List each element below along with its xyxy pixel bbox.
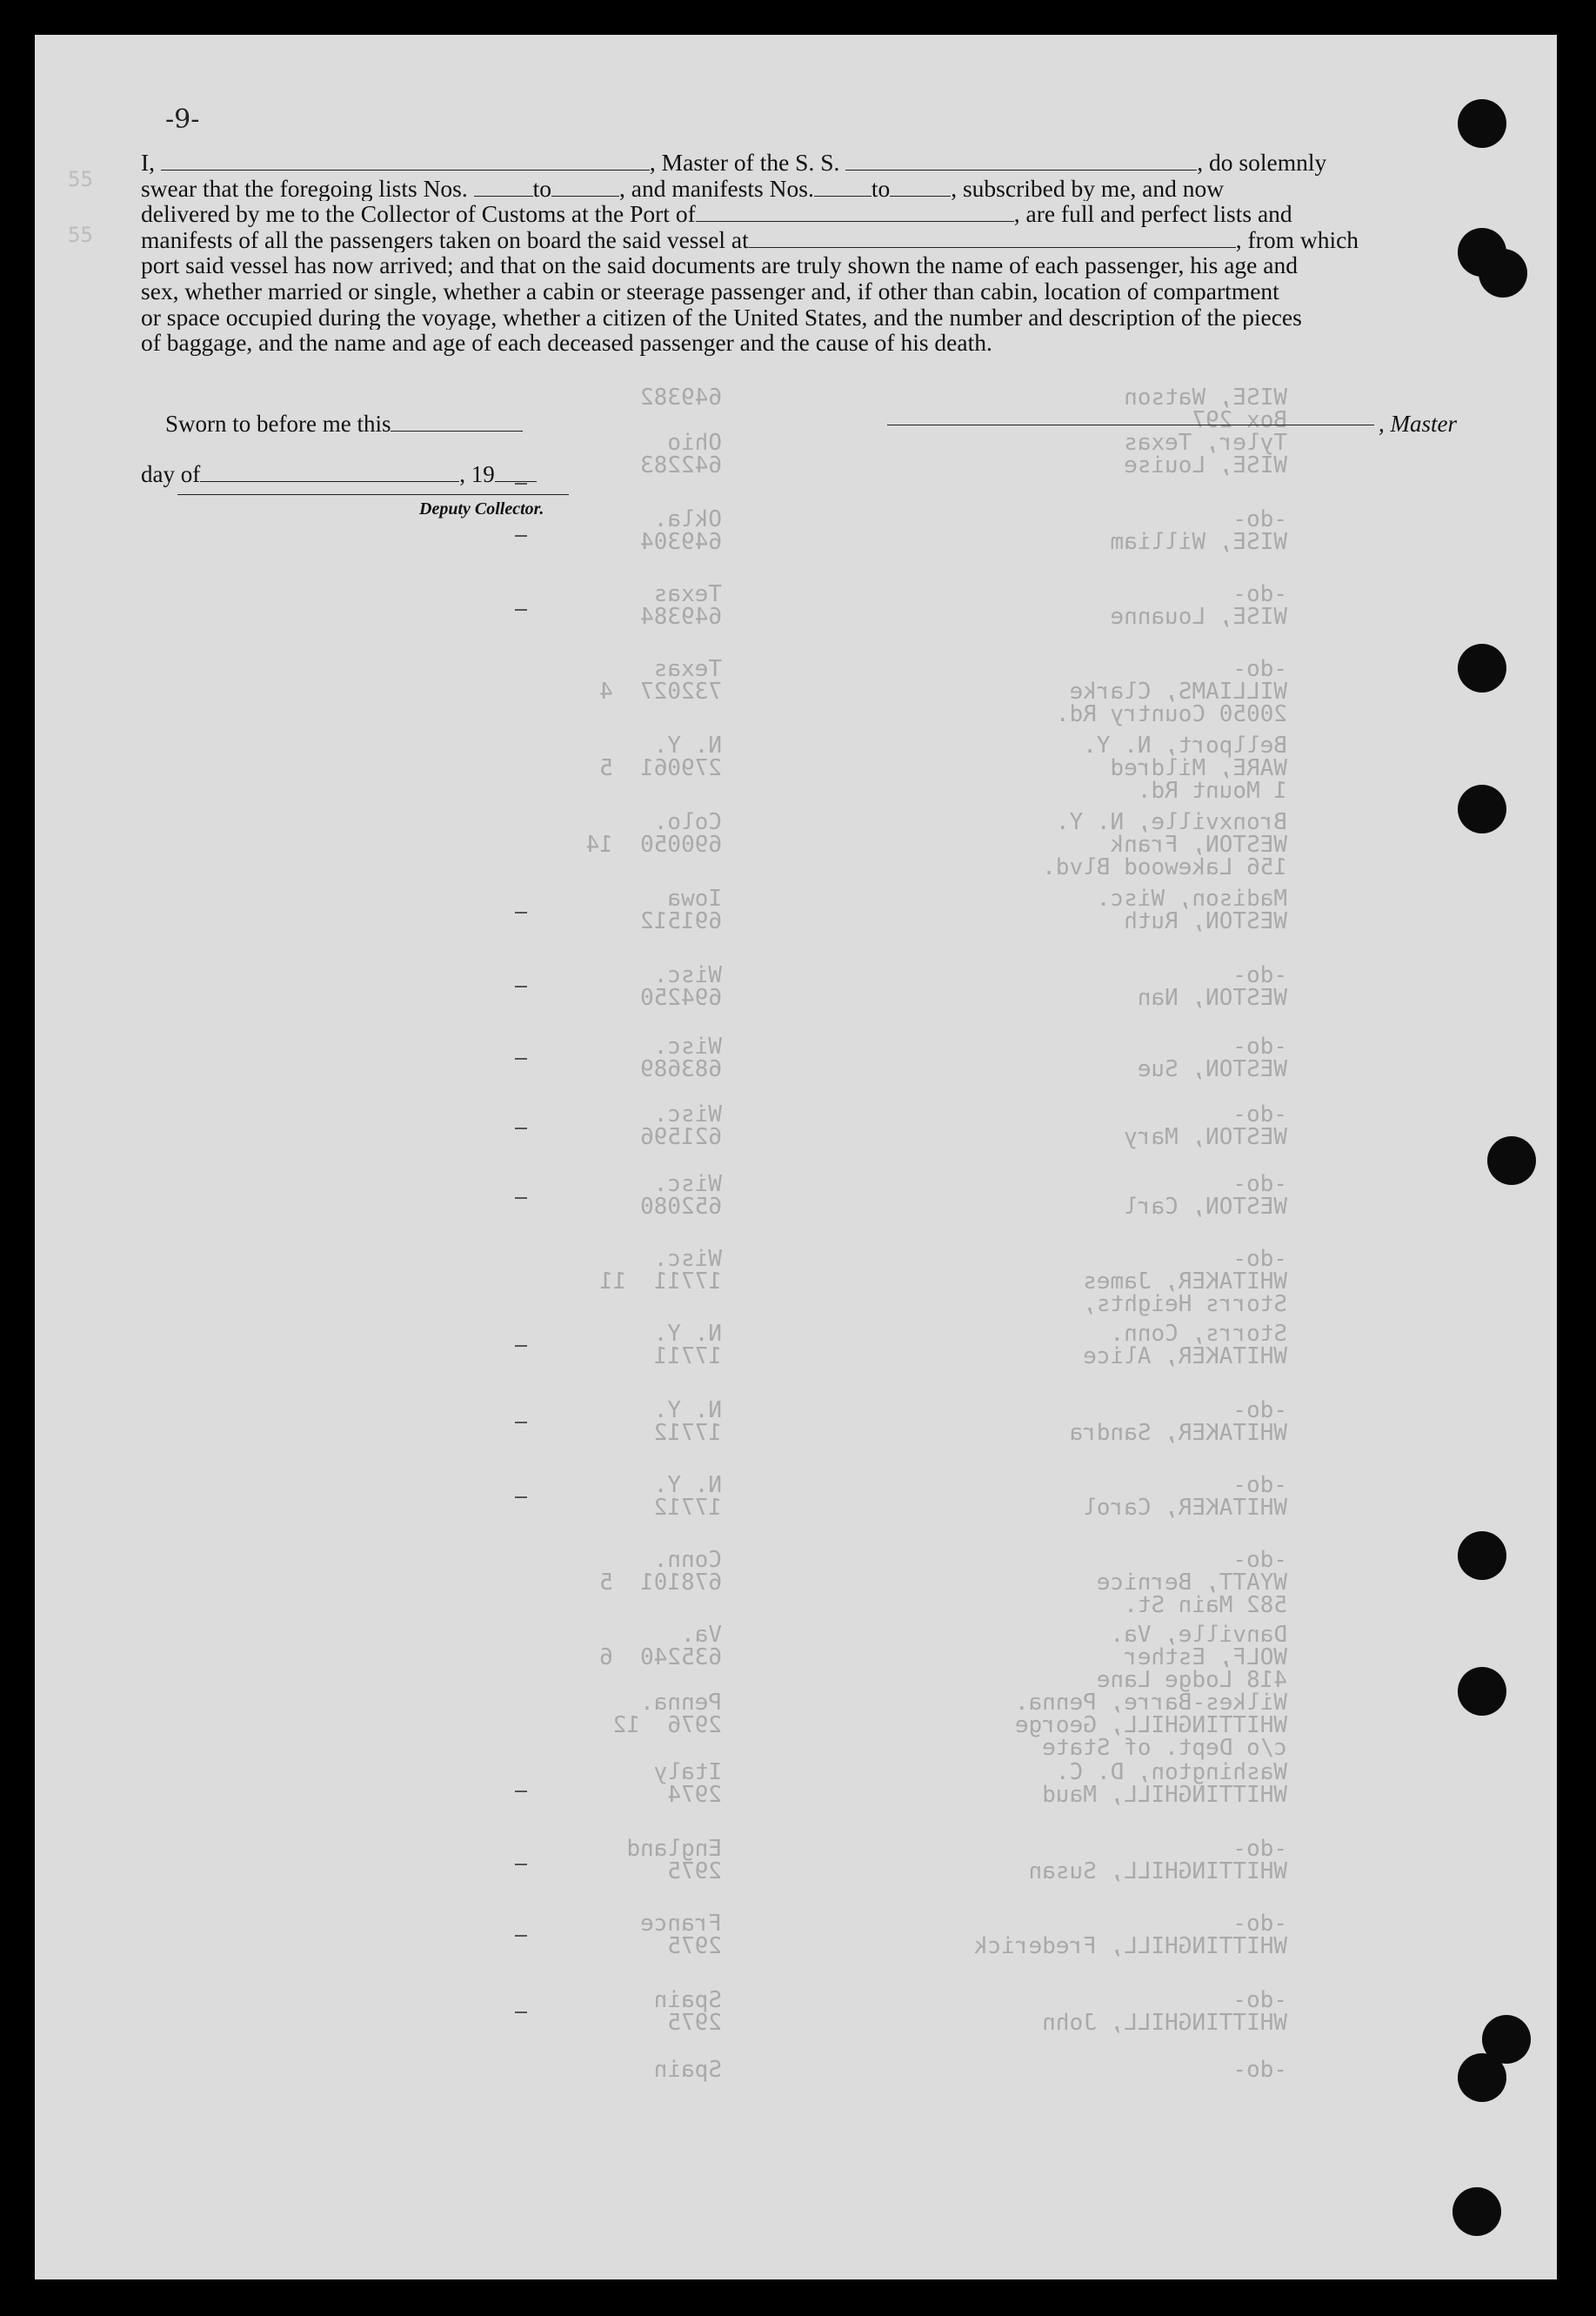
- ghost-code: Spain: [653, 1987, 722, 2013]
- punch-hole: [1452, 2187, 1501, 2236]
- ghost-name: -do-: [1232, 1987, 1287, 2013]
- year-prefix: , 19: [459, 461, 495, 487]
- deputy-signature-line[interactable]: [177, 494, 569, 495]
- ghost-name: Bellport, N. Y.: [1083, 733, 1287, 759]
- oath-line: [141, 227, 1463, 253]
- dash-mark: [515, 912, 527, 914]
- punch-hole: [1458, 2053, 1506, 2102]
- ghost-code: 649304: [640, 529, 722, 555]
- oath-line: [141, 201, 1463, 227]
- oath-text: , and manifests Nos.: [619, 175, 814, 202]
- ghost-name: WHITAKER, Alice: [1083, 1343, 1287, 1369]
- ghost-name: -do-: [1232, 656, 1287, 682]
- ghost-name: -do-: [1232, 1246, 1287, 1272]
- ghost-name: WHITTINGHILL, Susan: [1028, 1858, 1287, 1884]
- ghost-code: Wisc.: [653, 962, 722, 988]
- oath-paragraph: [141, 150, 1463, 356]
- ghost-code: Okla.: [653, 506, 722, 532]
- ghost-name: WHITAKER, Sandra: [1069, 1420, 1287, 1446]
- punch-hole: [1458, 99, 1506, 148]
- departure-port-blank[interactable]: [749, 230, 1236, 248]
- ghost-name: 156 Lakewood Blvd.: [1042, 854, 1287, 880]
- ghost-name: WHITAKER, Carol: [1083, 1495, 1287, 1521]
- ghost-name: WHITAKER, James: [1083, 1268, 1287, 1295]
- ghost-code: 17712: [653, 1495, 722, 1521]
- ghost-name: -do-: [1232, 581, 1287, 607]
- ghost-name: WESTON, Ruth: [1124, 908, 1287, 934]
- ghost-name: Storrs Heights,: [1083, 1291, 1287, 1317]
- ghost-name: -do-: [1232, 1836, 1287, 1862]
- ghost-code: N. Y.: [653, 1472, 722, 1498]
- ghost-name: 1 Mount Rd.: [1137, 778, 1287, 804]
- ghost-name: Danville, Va.: [1110, 1622, 1287, 1648]
- margin-number: 55: [68, 167, 93, 191]
- ghost-code: N. Y.: [653, 1321, 722, 1347]
- manifest-page: [35, 35, 1557, 2279]
- dash-mark: [515, 1864, 527, 1865]
- ghost-name: -do-: [1232, 1472, 1287, 1498]
- ghost-code: 683689: [640, 1056, 722, 1082]
- dash-mark: [515, 986, 527, 987]
- oath-text: manifests of all the passengers taken on board the said vessel at: [141, 226, 749, 253]
- sworn-day-blank[interactable]: [391, 413, 523, 432]
- ghost-name: -do-: [1232, 2057, 1287, 2083]
- sworn-before-label: [165, 411, 523, 438]
- dash-mark: [515, 1345, 527, 1347]
- dash-mark: [515, 1197, 527, 1199]
- ghost-code: 678101 5: [599, 1570, 722, 1596]
- ghost-code: 2975: [667, 2010, 722, 2036]
- ghost-code: 2976 12: [612, 1712, 722, 1738]
- ghost-code: Wisc.: [653, 1246, 722, 1272]
- ghost-code: 17711: [653, 1343, 722, 1369]
- ghost-name: -do-: [1232, 1911, 1287, 1937]
- ghost-code: Italy: [653, 1759, 722, 1785]
- ghost-name: WISE, Watson: [1124, 385, 1287, 411]
- punch-hole: [1458, 785, 1506, 833]
- ghost-code: Penna.: [640, 1690, 722, 1716]
- ghost-code: 690050 14: [585, 832, 722, 858]
- ghost-name: WARE, Mildred: [1110, 755, 1287, 781]
- dash-mark: [515, 1058, 527, 1060]
- dash-mark: [515, 1791, 527, 1792]
- oath-text: swear that the foregoing lists Nos.: [141, 175, 468, 202]
- dash-mark: [515, 1496, 527, 1498]
- ghost-name: Bronxville, N. Y.: [1055, 809, 1287, 835]
- ghost-name: WILLIAMS, Clarke: [1069, 679, 1287, 705]
- ghost-name: WESTON, Mary: [1124, 1124, 1287, 1150]
- ghost-name: WESTON, Nan: [1137, 985, 1287, 1011]
- port-blank[interactable]: [696, 204, 1014, 222]
- ghost-code: 17711 11: [599, 1268, 722, 1295]
- ghost-code: 2975: [667, 1858, 722, 1884]
- oath-line: [141, 176, 1463, 202]
- page-number: -9-: [165, 104, 200, 135]
- ghost-name: WESTON, Carl: [1124, 1194, 1287, 1220]
- ghost-code: England: [626, 1836, 722, 1862]
- oath-line: of baggage, and the name and age of each deceased passenger and the cause of his death.: [141, 330, 992, 356]
- ghost-name: 20050 Country Rd.: [1055, 701, 1287, 727]
- punch-hole: [1458, 1667, 1506, 1716]
- ghost-name: WOLF, Esther: [1124, 1644, 1287, 1670]
- oath-line: port said vessel has now arrived; and that on the said documents are truly shown the name of each passenger, his age and: [141, 252, 1298, 278]
- ghost-code: 642283: [640, 452, 722, 479]
- dash-mark: [515, 2011, 527, 2013]
- punch-hole: [1479, 249, 1527, 298]
- ghost-code: Wisc.: [653, 1034, 722, 1060]
- oath-line: sex, whether married or single, whether a cabin or steerage passenger and, if other than cabin, location of compartment: [141, 278, 1279, 305]
- master-name-blank[interactable]: [161, 152, 650, 171]
- ghost-name: -do-: [1232, 506, 1287, 532]
- oath-text: , subscribed by me, and now: [951, 175, 1225, 202]
- ghost-code: 635240 6: [599, 1644, 722, 1670]
- ghost-code: 652080: [640, 1194, 722, 1220]
- oath-text: , do solemnly: [1197, 150, 1327, 176]
- dash-mark: [515, 609, 527, 611]
- ghost-code: Conn.: [653, 1547, 722, 1573]
- ghost-name: WISE, Louise: [1124, 452, 1287, 479]
- ghost-code: 649384: [640, 604, 722, 630]
- punch-hole: [1458, 644, 1506, 693]
- ghost-code: Texas: [653, 656, 722, 682]
- ghost-code: 279061 5: [599, 755, 722, 781]
- ghost-code: 649382: [640, 385, 722, 411]
- ghost-name: WHITTINGHILL, Frederick: [973, 1933, 1287, 1959]
- ghost-name: Tyler, Texas: [1124, 430, 1287, 456]
- ghost-name: Madison, Wisc.: [1096, 886, 1287, 912]
- ghost-name: -do-: [1232, 962, 1287, 988]
- ghost-code: Va.: [681, 1622, 722, 1648]
- ghost-code: Texas: [653, 581, 722, 607]
- ghost-name: Storrs, Conn.: [1110, 1321, 1287, 1347]
- day-of-text: day of: [141, 461, 201, 487]
- oath-text: I,: [141, 150, 156, 176]
- ghost-code: N. Y.: [653, 1397, 722, 1423]
- oath-text: delivered by me to the Collector of Customs at the Port of: [141, 201, 696, 227]
- ghost-name: -do-: [1232, 1397, 1287, 1423]
- ghost-name: -do-: [1232, 1171, 1287, 1197]
- ghost-name: WESTON, Sue: [1137, 1056, 1287, 1082]
- dash-mark: [515, 1935, 527, 1937]
- ghost-code: France: [640, 1911, 722, 1937]
- ghost-name: WHITTINGHILL, John: [1042, 2010, 1287, 2036]
- punch-hole: [1458, 1531, 1506, 1580]
- ghost-name: -do-: [1232, 1034, 1287, 1060]
- ghost-code: Ohio: [667, 430, 722, 456]
- ghost-name: Box 297: [1192, 407, 1287, 433]
- ghost-name: Washington, D. C.: [1055, 1759, 1287, 1785]
- ghost-code: Colo.: [653, 809, 722, 835]
- day-of-label: [141, 461, 537, 488]
- margin-number: 55: [68, 223, 93, 247]
- ghost-code: 17712: [653, 1420, 722, 1446]
- ghost-code: N. Y.: [653, 733, 722, 759]
- oath-line: or space occupied during the voyage, whether a citizen of the United States, and the number and description of the pieces: [141, 304, 1302, 331]
- oath-text: to: [871, 175, 891, 202]
- ghost-code: 691512: [640, 908, 722, 934]
- sworn-text: Sworn to before me this: [165, 411, 391, 437]
- year-blank[interactable]: [495, 464, 537, 482]
- month-blank[interactable]: [200, 464, 459, 482]
- punch-hole: [1487, 1136, 1536, 1185]
- list-no-from-blank[interactable]: [474, 178, 533, 197]
- ghost-name: WHITTINGHILL, Maud: [1042, 1782, 1287, 1808]
- ghost-code: Iowa: [667, 886, 722, 912]
- ghost-name: c/o Dept. of State: [1042, 1735, 1287, 1761]
- ghost-name: 418 Lodge Lane: [1096, 1667, 1287, 1693]
- dash-mark: [515, 483, 527, 485]
- manifest-no-from-blank[interactable]: [814, 178, 871, 197]
- oath-text: , from which: [1235, 226, 1359, 253]
- vessel-name-blank[interactable]: [845, 152, 1197, 171]
- ghost-name: WISE, William: [1110, 529, 1287, 555]
- ghost-code: 694250: [640, 985, 722, 1011]
- dash-mark: [515, 1128, 527, 1129]
- ghost-name: WISE, Louanne: [1110, 604, 1287, 630]
- ghost-code: 621596: [640, 1124, 722, 1150]
- oath-line: [141, 150, 1463, 176]
- ghost-name: 582 Main St.: [1124, 1592, 1287, 1618]
- deputy-collector-label: Deputy Collector.: [419, 499, 544, 519]
- ghost-name: -do-: [1232, 1101, 1287, 1128]
- manifest-no-to-blank[interactable]: [890, 178, 951, 197]
- ghost-name: WYATT, Bernice: [1096, 1570, 1287, 1596]
- master-label: , Master: [1379, 411, 1457, 437]
- oath-text: , are full and perfect lists and: [1013, 201, 1292, 227]
- oath-text: to: [532, 175, 552, 202]
- ghost-name: WESTON, Frank: [1110, 832, 1287, 858]
- ghost-code: 2974: [667, 1782, 722, 1808]
- ghost-code: Wisc.: [653, 1171, 722, 1197]
- list-no-to-blank[interactable]: [551, 178, 619, 197]
- dash-mark: [515, 535, 527, 537]
- ghost-code: Wisc.: [653, 1101, 722, 1128]
- ghost-code: 732027 4: [599, 679, 722, 705]
- ghost-code: Spain: [653, 2057, 722, 2083]
- ghost-name: -do-: [1232, 1547, 1287, 1573]
- ghost-code: 2975: [667, 1933, 722, 1959]
- oath-text: , Master of the S. S.: [649, 150, 840, 176]
- dash-mark: [515, 1422, 527, 1423]
- ghost-name: WHITTINGHILL, George: [1014, 1712, 1287, 1738]
- ghost-name: Wilkes-Barre, Penna.: [1014, 1690, 1287, 1716]
